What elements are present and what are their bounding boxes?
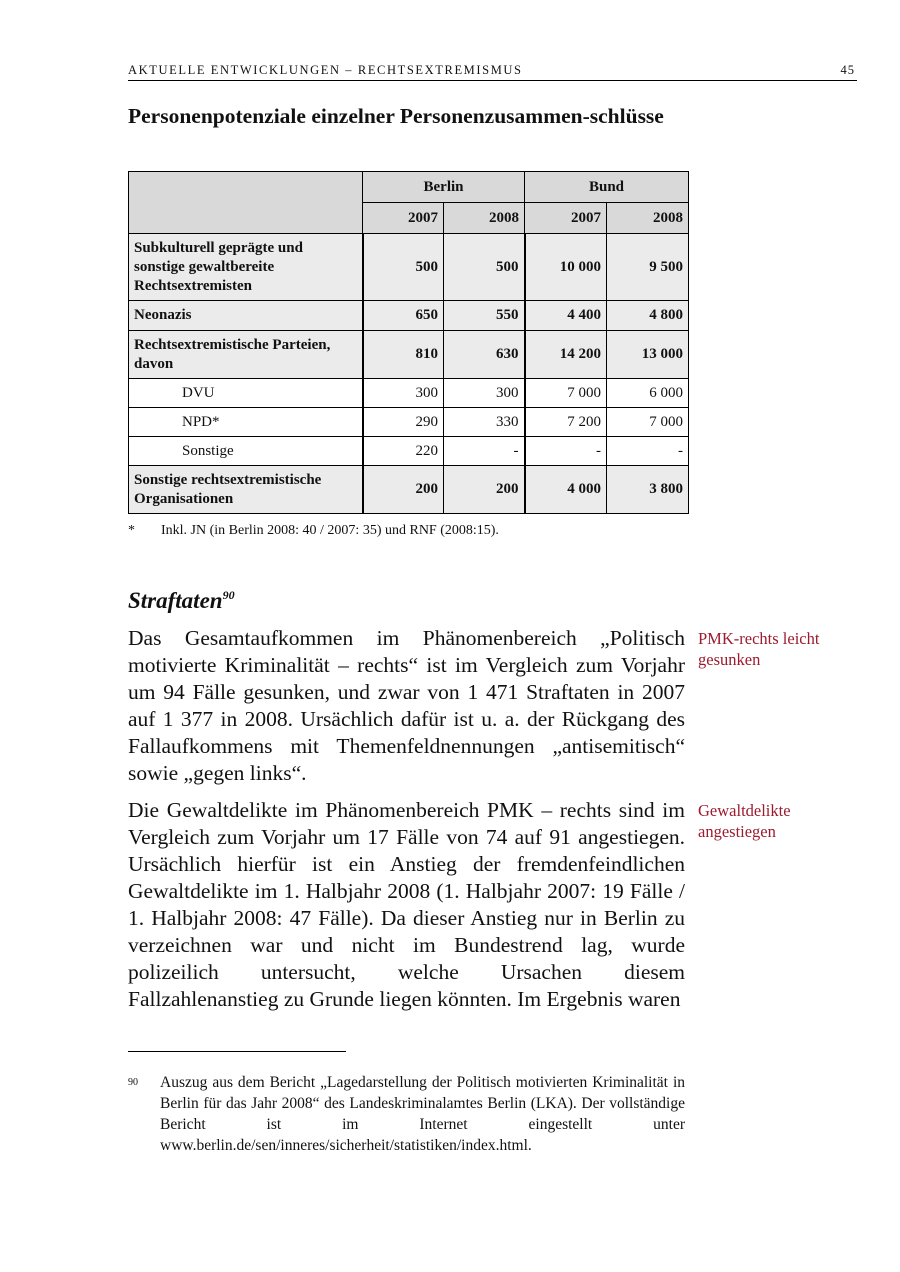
body-paragraph: Die Gewaltdelikte im Phänomenbereich PMK – rechts sind im Vergleich zum Vorjahr um 17 Fälle von 74 auf 91 angestiegen. Ursächlich hierfür ist ein Anstieg der fremdenfeindlichen Gewaltdelikte im 1. Halbjahr 2008 (1. Halbjahr 2007: 19 Fälle / 1. Halbjahr 2008: 47 Fälle). Da dieser Anstieg nur in Berlin zu verzeichnen war und nicht im Bundestrend lag, wurde polizeilich untersucht, welche Ursachen diesem Fallzahlenanstieg zu Grunde liegen könnten. Im Ergebnis waren <box>128 798 685 1011</box>
table-row <box>129 408 689 437</box>
table-row <box>129 466 689 514</box>
row-label: Sonstige rechtsextremistische Organisationen <box>129 466 363 514</box>
table-row <box>129 234 689 301</box>
table-title: Personenpotenziale einzelner Personenzusammen-schlüsse <box>128 104 664 128</box>
year-header: 2008 <box>607 203 689 234</box>
table-cell: 4 000 <box>525 466 607 514</box>
footnote-reference: 90 <box>222 588 235 602</box>
table-footnote-text: Inkl. JN (in Berlin 2008: 40 / 2007: 35) und RNF (2008:15). <box>161 523 499 538</box>
table-cell: 290 <box>363 408 444 437</box>
table-cell: 6 000 <box>607 379 689 408</box>
table-row <box>129 301 689 331</box>
table-cell: 200 <box>444 466 525 514</box>
table-corner-cell <box>129 172 363 234</box>
table-cell: 7 000 <box>525 379 607 408</box>
year-header: 2008 <box>444 203 525 234</box>
body-paragraph: Das Gesamtaufkommen im Phänomenbereich „Politisch motivierte Kriminalität – rechts“ ist im Vergleich zum Vorjahr um 94 Fälle gesunken, und zwar von 1 471 Straftaten in 2007 auf 1 377 in 2008. Ursächlich dafür ist u. a. der Rückgang des Fallaufkommens mit Themenfeldnennungen „antisemitisch“ sowie „gegen links“. <box>128 626 685 785</box>
table-footnote-marker: * <box>128 523 135 538</box>
footnote-text: Auszug aus dem Bericht „Lagedarstellung der Politisch motivierten Kriminalität in Berlin für das Jahr 2008“ des Landeskriminalamtes Berlin (LKA). Der vollständige Bericht ist im Internet eingestellt unter www.berlin.de/sen/inneres/sicherheit/statistiken/index.html. <box>160 1074 685 1154</box>
page-number: 45 <box>840 63 855 77</box>
table-cell: 3 800 <box>607 466 689 514</box>
section-heading <box>128 588 235 614</box>
row-label: NPD* <box>129 408 363 437</box>
footnote-number: 90 <box>128 1077 138 1088</box>
margin-note: PMK-rechts leicht gesunken <box>698 629 820 669</box>
table-row <box>129 437 689 466</box>
table-cell: 220 <box>363 437 444 466</box>
table-cell: - <box>607 437 689 466</box>
year-header: 2007 <box>525 203 607 234</box>
table-cell: 330 <box>444 408 525 437</box>
row-label: Subkulturell geprägte und sonstige gewaltbereite Rechtsextremisten <box>129 234 363 301</box>
table-cell: - <box>444 437 525 466</box>
table-group-header-row <box>129 172 689 203</box>
table-cell: - <box>525 437 607 466</box>
table-cell: 630 <box>444 331 525 379</box>
table-cell: 9 500 <box>607 234 689 301</box>
table-row <box>129 379 689 408</box>
footnote-divider <box>128 1051 346 1052</box>
table-cell: 4 400 <box>525 301 607 331</box>
table-cell: 650 <box>363 301 444 331</box>
table-cell: 7 000 <box>607 408 689 437</box>
row-label: Rechtsextremistische Parteien, davon <box>129 331 363 379</box>
table-cell: 200 <box>363 466 444 514</box>
table-cell: 7 200 <box>525 408 607 437</box>
table-cell: 810 <box>363 331 444 379</box>
margin-note: Gewaltdelikte angestiegen <box>698 801 791 841</box>
table-row <box>129 331 689 379</box>
row-label: Neonazis <box>129 301 363 331</box>
running-header <box>128 62 857 81</box>
running-title: AKTUELLE ENTWICKLUNGEN – RECHTSEXTREMISMUS <box>128 63 523 77</box>
row-label: DVU <box>129 379 363 408</box>
table-cell: 300 <box>444 379 525 408</box>
personenpotenzial-table <box>128 171 689 514</box>
table-cell: 4 800 <box>607 301 689 331</box>
group-header-berlin: Berlin <box>363 172 525 203</box>
table-cell: 500 <box>444 234 525 301</box>
table-cell: 10 000 <box>525 234 607 301</box>
table-cell: 300 <box>363 379 444 408</box>
row-label: Sonstige <box>129 437 363 466</box>
group-header-bund: Bund <box>525 172 689 203</box>
table-cell: 13 000 <box>607 331 689 379</box>
table-cell: 550 <box>444 301 525 331</box>
section-heading-text: Straftaten <box>128 588 223 613</box>
year-header: 2007 <box>363 203 444 234</box>
table-cell: 14 200 <box>525 331 607 379</box>
table-cell: 500 <box>363 234 444 301</box>
